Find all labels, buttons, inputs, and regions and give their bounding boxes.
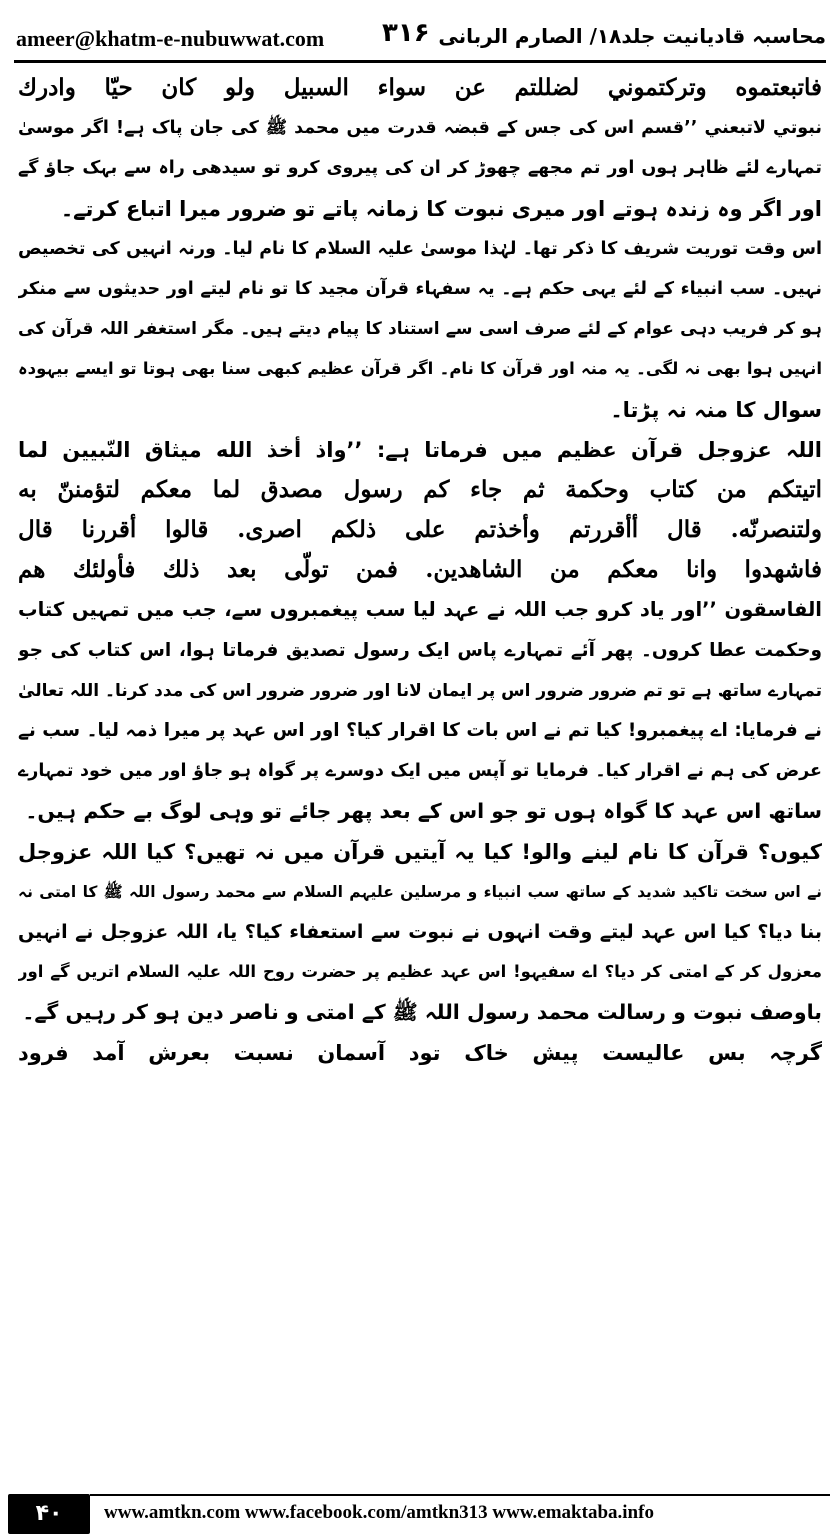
text-line: نے اس سخت تاکید شدید کے ساتھ سب انبیاء و مرسلین علیہم السلام سے محمد رسول اللہ ﷺ کا امتی نہ [18, 882, 822, 901]
body-text [18, 68, 822, 1468]
text-line: اس وقت توریت شریف کا ذکر تھا۔ لہٰذا موسیٰ علیہ السلام کا نام لیا۔ ورنہ انہیں کی تخصیص [18, 238, 822, 259]
header-title: محاسبہ قادیانیت جلد۱۸/ الصارم الربانی [438, 24, 826, 48]
text-line: نہیں۔ سب انبیاء کے لئے یہی حکم ہے۔ یہ سفہاء قرآن مجید کا تو نام لیتے اور حدیثوں سے منکر [18, 278, 822, 299]
text-line: باوصف نبوت و رسالت محمد رسول اللہ ﷺ کے امتی و ناصر دین ہو کر رہیں گے۔ [22, 1000, 822, 1025]
footer-rule [90, 1494, 830, 1496]
text-line: وحکمت عطا کروں۔ پھر آئے تمہارے پاس ایک رسول تصدیق فرماتا ہوا، اس کتاب کی جو [18, 639, 822, 661]
footer-links: www.amtkn.com www.facebook.com/amtkn313 www.emaktaba.info [104, 1502, 654, 1523]
page-header [10, 8, 830, 62]
text-line: بنا دیا؟ کیا اس عہد لیتے وقت انہوں نے نبوت سے استعفاء کیا؟ یا، اللہ عزوجل نے انہیں [18, 920, 822, 943]
footer-page-number: ۴۰ [8, 1494, 90, 1534]
text-line: عرض کی ہم نے اقرار کیا۔ فرمایا تو آپس میں ایک دوسرے پر گواہ ہو جاؤ اور میں خود تمہارے [18, 761, 822, 782]
text-line: نے فرمایا: اے پیغمبرو! کیا تم نے اس بات کا اقرار کیا؟ اور اس عہد پر میرا ذمہ لیا۔ سب نے [18, 720, 822, 741]
text-line: کیوں؟ قرآن کا نام لینے والو! کیا یہ آیتیں قرآن میں نہ تھیں؟ کیا اللہ عزوجل [18, 839, 822, 864]
text-line: ساتھ اس عہد کا گواہ ہوں تو جو اس کے بعد پھر جائے تو وہی لوگ بے حکم ہیں۔ [25, 799, 822, 824]
text-line: اتيتكم من كتاب وحكمة ثم جاء كم رسول مصدق لما معكم لتؤمننّ به [18, 475, 822, 503]
text-line: فاتبعتموه وتركتموني لضللتم عن سواء السبيل ولو كان حيّا وادرك [18, 74, 822, 101]
text-line: انہیں ہوا بھی نہ لگی۔ یہ منہ اور قرآن کا نام۔ اگر قرآن عظیم کبھی سنا بھی ہوتا تو ایسے بیہودہ [18, 359, 822, 379]
text-line: اللہ عزوجل قرآن عظیم میں فرماتا ہے: ’’واذ أخذ الله ميثاق النّبيين لما [18, 437, 822, 462]
page-footer [0, 1488, 840, 1540]
text-line: الفاسقون ’’اور یاد کرو جب اللہ نے عہد لیا سب پیغمبروں سے، جب میں تمہیں کتاب [18, 598, 822, 622]
header-rule [14, 60, 826, 63]
text-line: نبوتي لاتبعني ’’قسم اس کی جس کے قبضہ قدرت میں محمد ﷺ کی جان پاک ہے! اگر موسیٰ [18, 118, 822, 139]
header-email: ameer@khatm-e-nubuwwat.com [16, 26, 325, 51]
text-line: تمہارے لئے ظاہر ہوں اور تم مجھے چھوڑ کر ان کی پیروی کرو تو سیدھی راہ سے بہک جاؤ گے [18, 158, 822, 179]
header-page-number: ۳۱۶ [382, 18, 430, 48]
text-line: تمہارے ساتھ ہے تو تم ضرور ضرور اس پر ایمان لانا اور ضرور ضرور اس کی مدد کرنا۔ اللہ تعالیٰ [18, 680, 822, 701]
text-line: ہو کر فریب دہی عوام کے لئے صرف اسی سے استناد کا پیام دیتے ہیں۔ مگر استغفر اللہ قرآن کی [18, 319, 822, 340]
text-line: ولتنصرنّه. قال أأقررتم وأخذتم على ذلكم اصرى. قالوا أقررنا قال [18, 516, 822, 544]
text-line: سوال کا منہ نہ پڑتا۔ [610, 397, 822, 422]
text-line: فاشهدوا وانا معكم من الشاهدين. فمن تولّى بعد ذلك فأولئك هم [18, 556, 822, 584]
text-line: معزول کر کے امتی کر دیا؟ اے سفیہو! اس عہد عظیم پر حضرت روح اللہ علیہ السلام اتریں گے اور [18, 962, 822, 982]
text-line: اور اگر وہ زندہ ہوتے اور میری نبوت کا زمانہ پاتے تو ضرور میرا اتباع کرتے۔ [60, 196, 822, 221]
verse-line: گرچہ بس عالیست پیش خاک تود آسمان نسبت بعرش آمد فرود [18, 1040, 822, 1065]
